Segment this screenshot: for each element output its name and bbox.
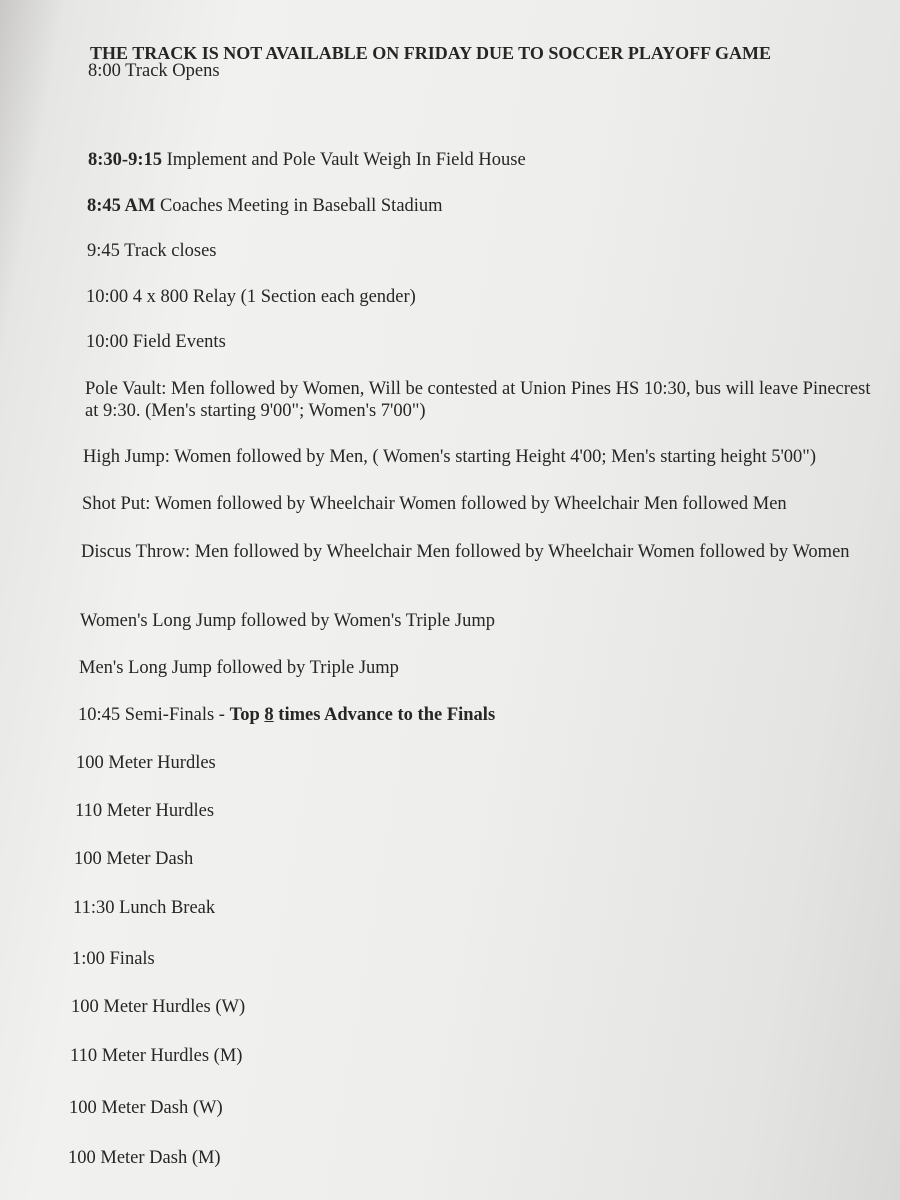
semi-finals-advance-num: 8 [264, 705, 274, 725]
weigh-in-line [88, 149, 526, 171]
coaches-meeting-text: Coaches Meeting in Baseball Stadium [155, 196, 443, 216]
semi-item: 100 Meter Hurdles [76, 753, 216, 773]
high-jump-event: High Jump: Women followed by Men, ( Women's starting Height 4'00; Men's starting height 5'00") [83, 447, 816, 467]
semi-finals-advance-a: Top [229, 705, 265, 725]
semi-finals-advance-b: times Advance to the Finals [273, 705, 496, 725]
womens-jumps-event: Women's Long Jump followed by Women's Triple Jump [80, 611, 495, 631]
mens-jumps-event: Men's Long Jump followed by Triple Jump [79, 658, 399, 678]
semi-item: 100 Meter Dash [74, 849, 194, 869]
weigh-in-text: Implement and Pole Vault Weigh In Field House [161, 150, 526, 170]
final-item: 110 Meter Hurdles (M) [70, 1046, 243, 1066]
track-notice: THE TRACK IS NOT AVAILABLE ON FRIDAY DUE TO SOCCER PLAYOFF GAME [90, 43, 771, 63]
lunch-break: 11:30 Lunch Break [73, 898, 216, 918]
relay-event: 10:00 4 x 800 Relay (1 Section each gender) [86, 287, 416, 307]
semi-item: 110 Meter Hurdles [75, 801, 215, 821]
field-events: 10:00 Field Events [86, 332, 226, 352]
final-item: 100 Meter Dash (M) [68, 1148, 221, 1168]
discus-event: Discus Throw: Men followed by Wheelchair Men followed by Wheelchair Women followed by Women [81, 542, 850, 562]
final-item: 100 Meter Hurdles (W) [71, 997, 246, 1017]
weigh-in-time: 8:30-9:15 [88, 150, 162, 170]
shot-put-event: Shot Put: Women followed by Wheelchair Women followed by Wheelchair Men followed Men [82, 494, 787, 514]
track-closes: 9:45 Track closes [87, 241, 217, 261]
semi-finals-heading [78, 704, 495, 726]
semi-finals-prefix: 10:45 Semi-Finals - [78, 705, 230, 725]
final-item: 100 Meter Dash (W) [69, 1098, 223, 1118]
track-opens: 8:00 Track Opens [88, 61, 220, 81]
coaches-meeting-line [87, 195, 443, 217]
finals-heading: 1:00 Finals [72, 949, 155, 969]
coaches-meeting-time: 8:45 AM [87, 196, 156, 216]
pole-vault-event: Pole Vault: Men followed by Women, Will be contested at Union Pines HS 10:30, bus will leave Pinecrest at 9:30. (Men's starting 9'00"; Women's 7'00") [85, 379, 871, 421]
